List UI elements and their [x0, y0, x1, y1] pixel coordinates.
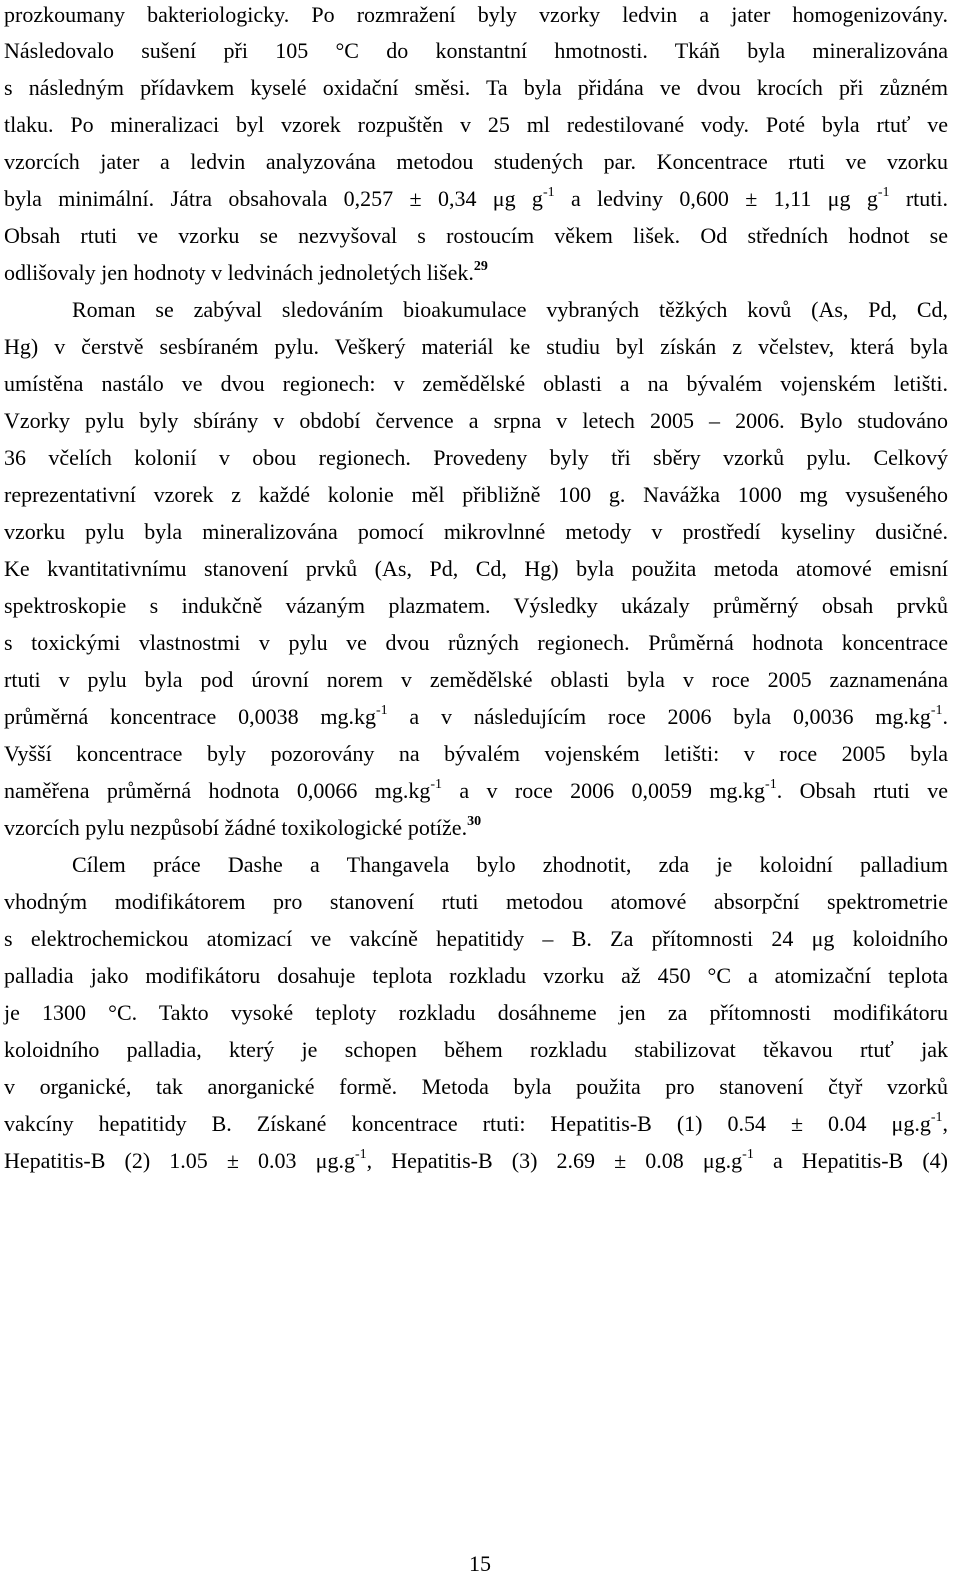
text-line: tlaku. Po mineralizaci byl vzorek rozpuštěn v 25 ml redestilované vody. Poté byla rtuť ve — [4, 112, 948, 137]
text-span: a Hepatitis-B (4) — [753, 1148, 948, 1173]
text-span: , Hepatitis-B (3) 2.69 ± 0.08 μg.g — [366, 1148, 743, 1173]
text-line: koloidního palladia, který je schopen během rozkladu stabilizovat těkavou rtuť jak — [4, 1037, 948, 1062]
text-line: s elektrochemickou atomizací ve vakcíně hepatitidy – B. Za přítomnosti 24 μg koloidního — [4, 926, 948, 951]
text-line: 36 včelích kolonií v obou regionech. Provedeny byly tři sběry vzorků pylu. Celkový — [4, 445, 948, 470]
text-span: vzorcích pylu nezpůsobí žádné toxikologické potíže. — [4, 815, 468, 840]
text-line: v organické, tak anorganické formě. Metoda byla použita pro stanovení čtyř vzorků — [4, 1074, 948, 1099]
text-line: palladia jako modifikátoru dosahuje teplota rozkladu vzorku až 450 °C a atomizační teplota — [4, 963, 948, 988]
text-line — [4, 1109, 948, 1139]
text-span: a v následujícím roce 2006 byla 0,0036 mg.kg — [387, 704, 931, 729]
text-line: prozkoumany bakteriologicky. Po rozmražení byly vzorky ledvin a jater homogenizovány. — [4, 2, 948, 27]
text-line: vzorku pylu byla mineralizována pomocí mikrovlnné metody v prostředí kyseliny dusičné. — [4, 519, 948, 544]
citation-superscript: 30 — [467, 813, 482, 829]
text-line: je 1300 °C. Takto vysoké teploty rozkladu dosáhneme jen za přítomnosti modifikátoru — [4, 1000, 948, 1025]
text-line: Ke kvantitativnímu stanovení prvků (As, Pd, Cd, Hg) byla použita metoda atomové emisní — [4, 556, 948, 581]
superscript: -1 — [765, 776, 777, 792]
text-line — [4, 813, 948, 843]
superscript: -1 — [354, 1146, 367, 1162]
superscript: -1 — [877, 184, 890, 200]
text-span: vakcíny hepatitidy B. Získané koncentrace rtuti: Hepatitis-B (1) 0.54 ± 0.04 μg.g — [4, 1111, 931, 1136]
text-line: s toxickými vlastnostmi v pylu ve dvou různých regionech. Průměrná hodnota koncentrace — [4, 630, 948, 655]
superscript: -1 — [742, 1146, 754, 1162]
text-line: spektroskopie s indukčně vázaným plazmatem. Výsledky ukázaly průměrný obsah prvků — [4, 593, 948, 618]
text-line — [4, 702, 948, 732]
text-line: rtuti v pylu byla pod úrovní norem v zemědělské oblasti byla v roce 2005 zaznamenána — [4, 667, 948, 692]
text-span: rtuti. — [889, 186, 949, 211]
text-span: odlišovaly jen hodnoty v ledvinách jednoletých lišek. — [4, 260, 474, 285]
text-line: Následovalo sušení při 105 °C do konstantní hmotnosti. Tkáň byla mineralizována — [4, 38, 948, 63]
superscript: -1 — [930, 1109, 943, 1125]
text-span: . — [942, 704, 949, 729]
text-line — [4, 184, 948, 214]
text-line — [4, 1146, 948, 1176]
text-line — [4, 776, 948, 806]
text-span: a ledviny 0,600 ± 1,11 μg g — [554, 186, 878, 211]
text-span: a v roce 2006 0,0059 mg.kg — [442, 778, 766, 803]
text-line: Cílem práce Dashe a Thangavela bylo zhodnotit, zda je koloidní palladium — [72, 852, 948, 877]
text-line: Hg) v čerstvě sesbíraném pylu. Veškerý materiál ke studiu byl získán z včelstev, která byla — [4, 334, 948, 359]
text-line: Vzorky pylu byly sbírány v období července a srpna v letech 2005 – 2006. Bylo studováno — [4, 408, 948, 433]
text-line: vzorcích jater a ledvin analyzována metodou studených par. Koncentrace rtuti ve vzorku — [4, 149, 948, 174]
text-line: umístěna nastálo ve dvou regionech: v zemědělské oblasti a na bývalém vojenském letišti. — [4, 371, 948, 396]
citation-superscript: 29 — [473, 258, 488, 274]
text-span: Hepatitis-B (2) 1.05 ± 0.03 μg.g — [4, 1148, 355, 1173]
text-line: Obsah rtuti ve vzorku se nezvyšoval s rostoucím věkem lišek. Od středních hodnot se — [4, 223, 948, 248]
text-line: vhodným modifikátorem pro stanovení rtuti metodou atomové absorpční spektrometrie — [4, 889, 948, 914]
text-span: průměrná koncentrace 0,0038 mg.kg — [4, 704, 376, 729]
text-line: reprezentativní vzorek z každé kolonie měl přibližně 100 g. Navážka 1000 mg vysušeného — [4, 482, 948, 507]
superscript: -1 — [930, 702, 943, 718]
text-span: byla minimální. Játra obsahovala 0,257 ± 0,34 μg g — [4, 186, 543, 211]
text-span: . Obsah rtuti ve — [776, 778, 949, 803]
page-number: 15 — [469, 1551, 491, 1576]
text-line — [4, 258, 948, 288]
superscript: -1 — [542, 184, 555, 200]
superscript: -1 — [375, 702, 388, 718]
text-span: , — [942, 1111, 948, 1136]
text-span: naměřena průměrná hodnota 0,0066 mg.kg — [4, 778, 431, 803]
text-line: Vyšší koncentrace byly pozorovány na bývalém vojenském letišti: v roce 2005 byla — [4, 741, 948, 766]
text-line: Roman se zabýval sledováním bioakumulace vybraných těžkých kovů (As, Pd, Cd, — [72, 297, 948, 322]
text-line: s následným přídavkem kyselé oxidační směsi. Ta byla přidána ve dvou krocích při zůzném — [4, 75, 948, 100]
superscript: -1 — [430, 776, 442, 792]
